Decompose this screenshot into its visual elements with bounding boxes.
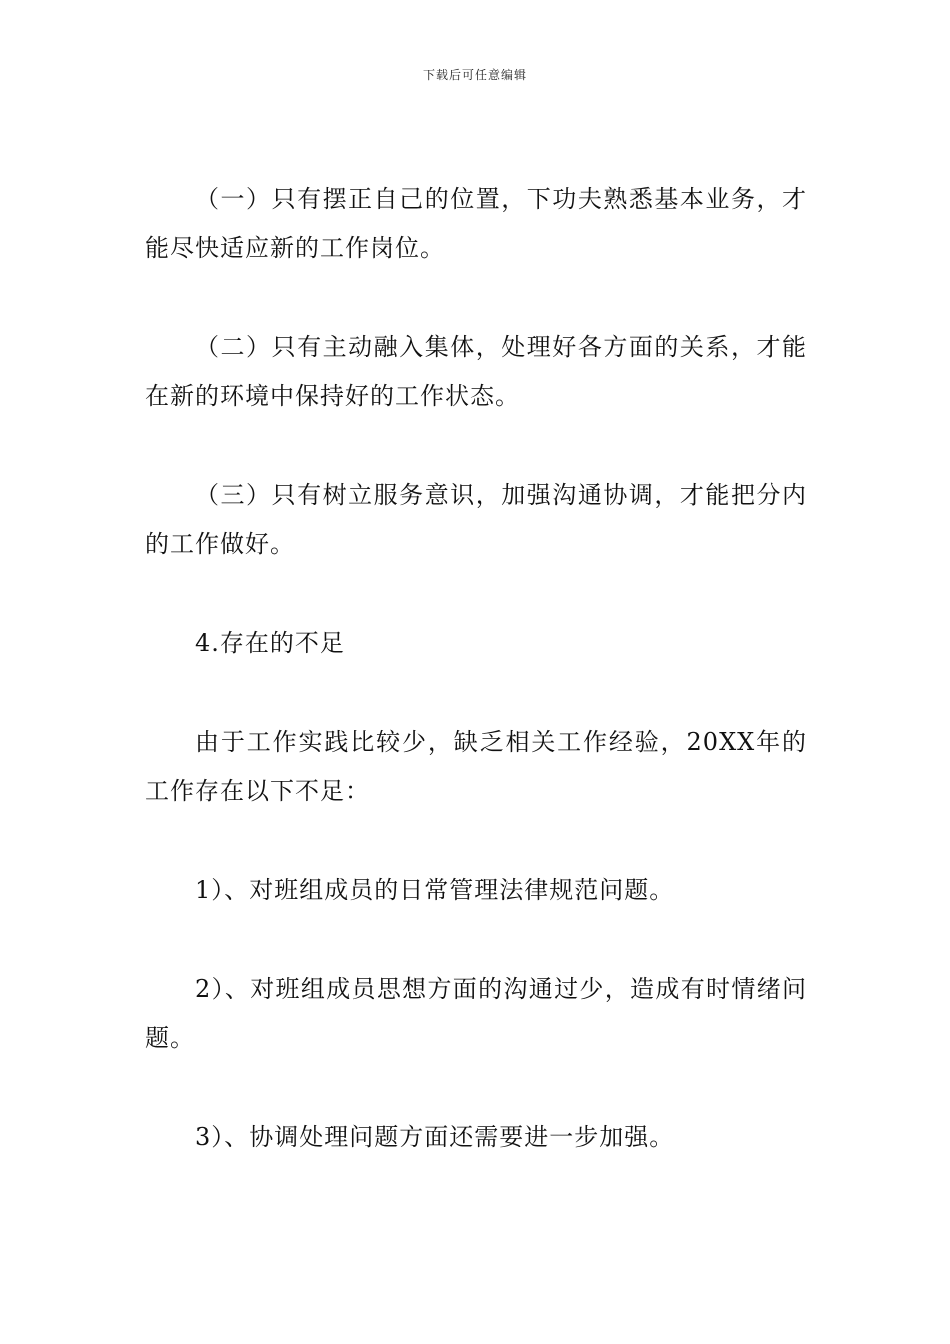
list-item-2: 2）、对班组成员思想方面的沟通过少，造成有时情绪问题。 — [145, 975, 807, 1052]
page-header-note: 下载后可任意编辑 — [422, 68, 527, 82]
list-item-3: 3）、协调处理问题方面还需要进一步加强。 — [195, 1123, 675, 1151]
paragraph-shortcomings-intro: 由于工作实践比较少，缺乏相关工作经验，20XX年的工作存在以下不足： — [145, 728, 807, 805]
document-body — [145, 175, 807, 1212]
section-heading-shortcomings: 4.存在的不足 — [195, 629, 345, 657]
paragraph-point-one: （一）只有摆正自己的位置，下功夫熟悉基本业务，才能尽快适应新的工作岗位。 — [145, 185, 807, 262]
list-item-1: 1）、对班组成员的日常管理法律规范问题。 — [195, 876, 675, 904]
paragraph-point-three: （三）只有树立服务意识，加强沟通协调，才能把分内的工作做好。 — [145, 481, 807, 558]
paragraph-point-two: （二）只有主动融入集体，处理好各方面的关系，才能在新的环境中保持好的工作状态。 — [145, 333, 807, 410]
